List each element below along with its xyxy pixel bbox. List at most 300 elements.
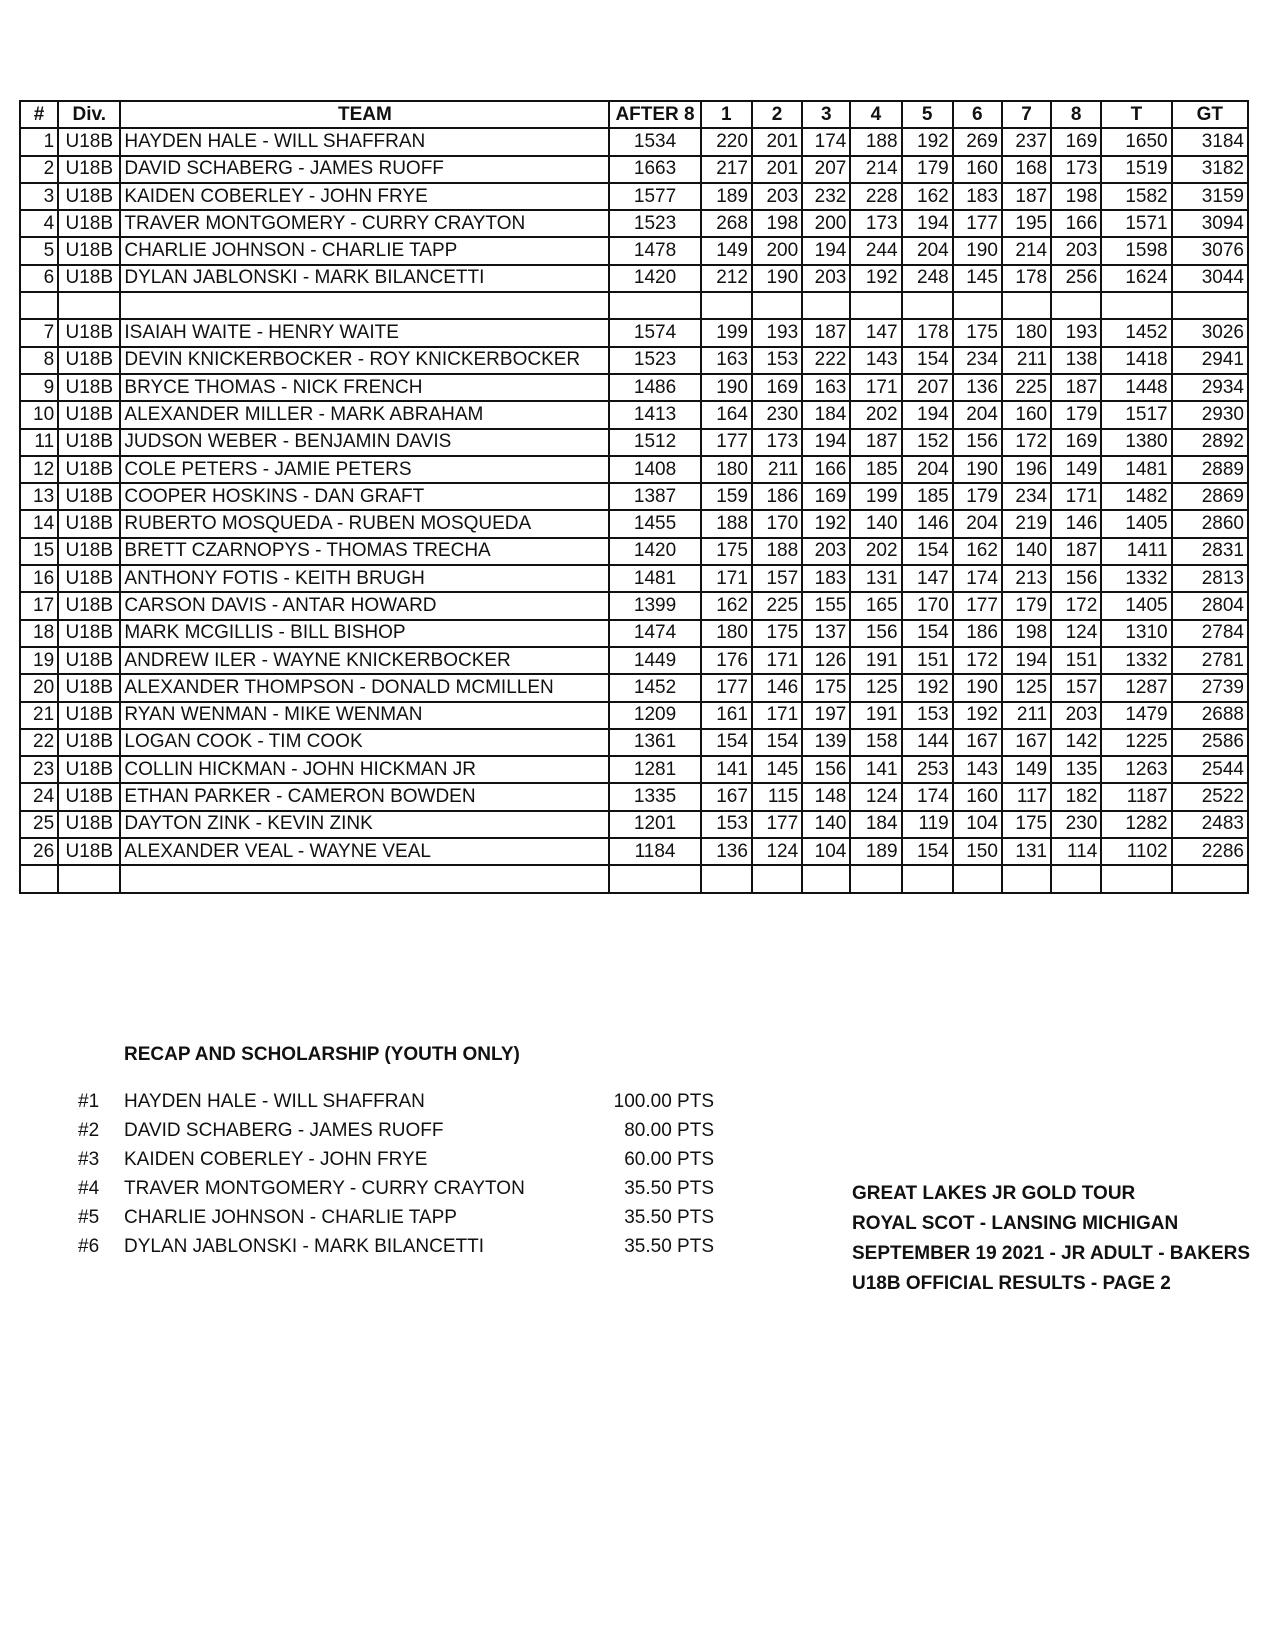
- cell-game8: 146: [1051, 510, 1101, 537]
- cell-div: U18B: [58, 811, 120, 838]
- cell-game2: 146: [752, 674, 802, 701]
- cell-game2: 200: [752, 237, 802, 264]
- cell-game6: 269: [953, 128, 1002, 155]
- cell-game1: 220: [701, 128, 752, 155]
- cell-game1: 175: [701, 538, 752, 565]
- cell-game7: 175: [1002, 811, 1051, 838]
- table-row: [20, 756, 1248, 783]
- table-row: [20, 865, 1248, 892]
- cell-game5: 147: [902, 565, 953, 592]
- cell-game7: 131: [1002, 838, 1051, 865]
- recap-team: KAIDEN COBERLEY - JOHN FRYE: [124, 1149, 428, 1170]
- recap-pts: 80.00 PTS: [624, 1120, 714, 1141]
- cell-grand-total: 2286: [1172, 838, 1248, 865]
- col-header-div: Div.: [58, 101, 120, 128]
- cell-grand-total: 3026: [1172, 319, 1248, 346]
- table-row: [20, 647, 1248, 674]
- cell-game3: 139: [802, 729, 850, 756]
- cell-team: [120, 865, 609, 892]
- cell-game1: 159: [701, 483, 752, 510]
- cell-rank: 13: [20, 483, 58, 510]
- cell-game8: 138: [1051, 347, 1101, 374]
- cell-div: U18B: [58, 647, 120, 674]
- cell-game8: 171: [1051, 483, 1101, 510]
- cell-game7: [1002, 865, 1051, 892]
- cell-rank: [20, 865, 58, 892]
- cell-game1: 177: [701, 429, 752, 456]
- cell-grand-total: 3184: [1172, 128, 1248, 155]
- cell-team: ALEXANDER MILLER - MARK ABRAHAM: [120, 401, 609, 428]
- col-header-game5: 5: [902, 101, 953, 128]
- cell-game1: 171: [701, 565, 752, 592]
- cell-game6: 192: [953, 702, 1002, 729]
- cell-game4: 131: [850, 565, 901, 592]
- cell-game5: 154: [902, 838, 953, 865]
- table-row: [20, 674, 1248, 701]
- cell-div: U18B: [58, 347, 120, 374]
- cell-game4: 173: [850, 210, 901, 237]
- cell-after8: 1523: [609, 347, 700, 374]
- cell-game1: 190: [701, 374, 752, 401]
- cell-game6: 204: [953, 510, 1002, 537]
- cell-after8: 1523: [609, 210, 700, 237]
- table-row: [20, 456, 1248, 483]
- cell-grand-total: 2941: [1172, 347, 1248, 374]
- cell-total: 1310: [1101, 620, 1171, 647]
- cell-game6: 160: [953, 783, 1002, 810]
- cell-div: [58, 292, 120, 319]
- cell-game6: 162: [953, 538, 1002, 565]
- col-header-game8: 8: [1051, 101, 1101, 128]
- cell-rank: 17: [20, 592, 58, 619]
- cell-rank: 9: [20, 374, 58, 401]
- cell-game8: 169: [1051, 128, 1101, 155]
- cell-rank: 24: [20, 783, 58, 810]
- cell-game2: 201: [752, 156, 802, 183]
- cell-game2: 225: [752, 592, 802, 619]
- cell-game1: 199: [701, 319, 752, 346]
- cell-game1: 167: [701, 783, 752, 810]
- recap-item: [78, 1091, 718, 1121]
- cell-after8: 1420: [609, 265, 700, 292]
- cell-grand-total: 2544: [1172, 756, 1248, 783]
- cell-rank: 7: [20, 319, 58, 346]
- cell-game8: 166: [1051, 210, 1101, 237]
- cell-total: 1517: [1101, 401, 1171, 428]
- cell-game4: 214: [850, 156, 901, 183]
- cell-div: U18B: [58, 456, 120, 483]
- cell-after8: 1478: [609, 237, 700, 264]
- cell-game8: [1051, 865, 1101, 892]
- cell-game1: 154: [701, 729, 752, 756]
- cell-game2: 201: [752, 128, 802, 155]
- cell-team: RUBERTO MOSQUEDA - RUBEN MOSQUEDA: [120, 510, 609, 537]
- cell-game2: 169: [752, 374, 802, 401]
- header-row: [20, 101, 1248, 128]
- cell-total: [1101, 865, 1171, 892]
- cell-game4: 191: [850, 702, 901, 729]
- table-row: [20, 128, 1248, 155]
- cell-after8: 1574: [609, 319, 700, 346]
- cell-after8: 1201: [609, 811, 700, 838]
- cell-after8: 1663: [609, 156, 700, 183]
- cell-game4: 202: [850, 538, 901, 565]
- cell-rank: 2: [20, 156, 58, 183]
- cell-rank: 1: [20, 128, 58, 155]
- cell-game5: 179: [902, 156, 953, 183]
- cell-grand-total: 2739: [1172, 674, 1248, 701]
- cell-game5: 178: [902, 319, 953, 346]
- cell-game6: 156: [953, 429, 1002, 456]
- table-row: [20, 729, 1248, 756]
- cell-game1: [701, 865, 752, 892]
- cell-game7: 179: [1002, 592, 1051, 619]
- cell-game2: 153: [752, 347, 802, 374]
- cell-div: U18B: [58, 183, 120, 210]
- cell-game1: 177: [701, 674, 752, 701]
- recap-item: [78, 1120, 718, 1150]
- cell-game4: 125: [850, 674, 901, 701]
- recap-rank: #6: [78, 1236, 100, 1257]
- cell-team: BRYCE THOMAS - NICK FRENCH: [120, 374, 609, 401]
- cell-div: U18B: [58, 156, 120, 183]
- cell-game7: 149: [1002, 756, 1051, 783]
- cell-game7: 214: [1002, 237, 1051, 264]
- cell-game7: 194: [1002, 647, 1051, 674]
- cell-game5: 207: [902, 374, 953, 401]
- cell-game8: 149: [1051, 456, 1101, 483]
- cell-game3: 140: [802, 811, 850, 838]
- cell-game4: 188: [850, 128, 901, 155]
- cell-game1: 176: [701, 647, 752, 674]
- cell-game7: 234: [1002, 483, 1051, 510]
- cell-total: 1405: [1101, 592, 1171, 619]
- cell-after8: 1408: [609, 456, 700, 483]
- cell-team: ANDREW ILER - WAYNE KNICKERBOCKER: [120, 647, 609, 674]
- cell-game1: 180: [701, 456, 752, 483]
- cell-after8: 1577: [609, 183, 700, 210]
- cell-game3: 174: [802, 128, 850, 155]
- cell-total: 1332: [1101, 565, 1171, 592]
- cell-after8: 1452: [609, 674, 700, 701]
- cell-game4: [850, 865, 901, 892]
- cell-team: JUDSON WEBER - BENJAMIN DAVIS: [120, 429, 609, 456]
- event-venue: ROYAL SCOT - LANSING MICHIGAN: [852, 1213, 1179, 1234]
- table-row: [20, 401, 1248, 428]
- cell-game1: 163: [701, 347, 752, 374]
- cell-game4: 184: [850, 811, 901, 838]
- cell-game2: 173: [752, 429, 802, 456]
- cell-game1: [701, 292, 752, 319]
- cell-game8: 203: [1051, 237, 1101, 264]
- cell-after8: 1512: [609, 429, 700, 456]
- table-row: [20, 838, 1248, 865]
- cell-game2: 177: [752, 811, 802, 838]
- cell-game5: 174: [902, 783, 953, 810]
- cell-game2: 170: [752, 510, 802, 537]
- cell-game7: 211: [1002, 347, 1051, 374]
- cell-game5: 162: [902, 183, 953, 210]
- cell-rank: 19: [20, 647, 58, 674]
- cell-rank: 16: [20, 565, 58, 592]
- cell-game4: 191: [850, 647, 901, 674]
- cell-game3: 155: [802, 592, 850, 619]
- cell-rank: [20, 292, 58, 319]
- cell-game7: 196: [1002, 456, 1051, 483]
- cell-game7: 225: [1002, 374, 1051, 401]
- cell-grand-total: 3094: [1172, 210, 1248, 237]
- cell-total: 1405: [1101, 510, 1171, 537]
- recap-item: [78, 1149, 718, 1179]
- cell-after8: 1534: [609, 128, 700, 155]
- cell-rank: 26: [20, 838, 58, 865]
- cell-after8: 1281: [609, 756, 700, 783]
- cell-game2: 175: [752, 620, 802, 647]
- cell-game8: 187: [1051, 374, 1101, 401]
- cell-game3: 104: [802, 838, 850, 865]
- cell-game3: 169: [802, 483, 850, 510]
- cell-total: 1448: [1101, 374, 1171, 401]
- cell-game5: 253: [902, 756, 953, 783]
- cell-grand-total: 2831: [1172, 538, 1248, 565]
- cell-game6: 143: [953, 756, 1002, 783]
- cell-team: [120, 292, 609, 319]
- cell-team: DYLAN JABLONSKI - MARK BILANCETTI: [120, 265, 609, 292]
- cell-grand-total: 2688: [1172, 702, 1248, 729]
- cell-game6: 145: [953, 265, 1002, 292]
- cell-game8: 203: [1051, 702, 1101, 729]
- recap-team: TRAVER MONTGOMERY - CURRY CRAYTON: [124, 1178, 525, 1199]
- table-row: [20, 702, 1248, 729]
- recap-rank: #5: [78, 1207, 100, 1228]
- cell-game5: 153: [902, 702, 953, 729]
- cell-div: U18B: [58, 620, 120, 647]
- cell-team: COLLIN HICKMAN - JOHN HICKMAN JR: [120, 756, 609, 783]
- cell-game7: 213: [1002, 565, 1051, 592]
- cell-game5: 248: [902, 265, 953, 292]
- cell-game4: 189: [850, 838, 901, 865]
- cell-game8: 198: [1051, 183, 1101, 210]
- cell-game7: 195: [1002, 210, 1051, 237]
- cell-rank: 23: [20, 756, 58, 783]
- cell-game6: [953, 292, 1002, 319]
- cell-rank: 22: [20, 729, 58, 756]
- cell-game8: 157: [1051, 674, 1101, 701]
- cell-game1: 189: [701, 183, 752, 210]
- table-row: [20, 374, 1248, 401]
- table-row: [20, 347, 1248, 374]
- cell-rank: 4: [20, 210, 58, 237]
- cell-rank: 3: [20, 183, 58, 210]
- cell-game4: 199: [850, 483, 901, 510]
- cell-game3: 207: [802, 156, 850, 183]
- table-row: [20, 292, 1248, 319]
- cell-total: 1287: [1101, 674, 1171, 701]
- cell-grand-total: 2860: [1172, 510, 1248, 537]
- cell-team: ALEXANDER VEAL - WAYNE VEAL: [120, 838, 609, 865]
- col-header-team: TEAM: [120, 101, 609, 128]
- cell-div: [58, 865, 120, 892]
- cell-rank: 18: [20, 620, 58, 647]
- cell-game7: 168: [1002, 156, 1051, 183]
- table-row: [20, 538, 1248, 565]
- event-date: SEPTEMBER 19 2021 - JR ADULT - BAKERS: [852, 1243, 1251, 1264]
- cell-rank: 5: [20, 237, 58, 264]
- cell-total: 1650: [1101, 128, 1171, 155]
- cell-game7: 160: [1002, 401, 1051, 428]
- cell-game3: 194: [802, 237, 850, 264]
- cell-team: ANTHONY FOTIS - KEITH BRUGH: [120, 565, 609, 592]
- cell-game6: 190: [953, 674, 1002, 701]
- cell-grand-total: 2483: [1172, 811, 1248, 838]
- cell-total: 1225: [1101, 729, 1171, 756]
- cell-game8: 179: [1051, 401, 1101, 428]
- col-header-game4: 4: [850, 101, 901, 128]
- cell-team: ETHAN PARKER - CAMERON BOWDEN: [120, 783, 609, 810]
- cell-grand-total: 2892: [1172, 429, 1248, 456]
- cell-div: U18B: [58, 510, 120, 537]
- cell-game3: 148: [802, 783, 850, 810]
- cell-div: U18B: [58, 237, 120, 264]
- cell-team: BRETT CZARNOPYS - THOMAS TRECHA: [120, 538, 609, 565]
- recap-item: [78, 1207, 718, 1237]
- cell-game4: 141: [850, 756, 901, 783]
- cell-game1: 268: [701, 210, 752, 237]
- cell-total: 1519: [1101, 156, 1171, 183]
- recap-rank: #2: [78, 1120, 100, 1141]
- cell-team: RYAN WENMAN - MIKE WENMAN: [120, 702, 609, 729]
- col-header-game2: 2: [752, 101, 802, 128]
- cell-game4: 171: [850, 374, 901, 401]
- table-row: [20, 156, 1248, 183]
- cell-game3: 137: [802, 620, 850, 647]
- cell-game3: 166: [802, 456, 850, 483]
- cell-total: 1187: [1101, 783, 1171, 810]
- cell-rank: 6: [20, 265, 58, 292]
- cell-grand-total: 2889: [1172, 456, 1248, 483]
- results-table: [19, 100, 1249, 894]
- cell-game8: 230: [1051, 811, 1101, 838]
- cell-game3: 194: [802, 429, 850, 456]
- recap-pts: 35.50 PTS: [624, 1236, 714, 1257]
- cell-game8: 142: [1051, 729, 1101, 756]
- results-body: [20, 128, 1248, 892]
- cell-team: MARK MCGILLIS - BILL BISHOP: [120, 620, 609, 647]
- cell-grand-total: 2522: [1172, 783, 1248, 810]
- cell-div: U18B: [58, 265, 120, 292]
- cell-game2: [752, 865, 802, 892]
- cell-game8: 173: [1051, 156, 1101, 183]
- cell-game1: 153: [701, 811, 752, 838]
- table-row: [20, 811, 1248, 838]
- cell-div: U18B: [58, 674, 120, 701]
- cell-game3: 222: [802, 347, 850, 374]
- cell-game1: 149: [701, 237, 752, 264]
- cell-game3: [802, 292, 850, 319]
- cell-after8: 1474: [609, 620, 700, 647]
- cell-rank: 12: [20, 456, 58, 483]
- cell-game3: 203: [802, 538, 850, 565]
- event-results-page: U18B OFFICIAL RESULTS - PAGE 2: [852, 1273, 1171, 1294]
- cell-total: 1102: [1101, 838, 1171, 865]
- cell-grand-total: 2784: [1172, 620, 1248, 647]
- cell-after8: 1449: [609, 647, 700, 674]
- cell-game8: 114: [1051, 838, 1101, 865]
- cell-game4: 143: [850, 347, 901, 374]
- cell-div: U18B: [58, 702, 120, 729]
- cell-game8: 172: [1051, 592, 1101, 619]
- table-row: [20, 783, 1248, 810]
- cell-game2: 171: [752, 647, 802, 674]
- cell-grand-total: 2813: [1172, 565, 1248, 592]
- cell-game6: 136: [953, 374, 1002, 401]
- cell-game4: 228: [850, 183, 901, 210]
- cell-game3: 187: [802, 319, 850, 346]
- cell-team: HAYDEN HALE - WILL SHAFFRAN: [120, 128, 609, 155]
- cell-game3: 197: [802, 702, 850, 729]
- cell-rank: 25: [20, 811, 58, 838]
- cell-game3: 184: [802, 401, 850, 428]
- cell-after8: [609, 865, 700, 892]
- cell-div: U18B: [58, 538, 120, 565]
- cell-grand-total: 2586: [1172, 729, 1248, 756]
- table-row: [20, 592, 1248, 619]
- cell-game8: 156: [1051, 565, 1101, 592]
- cell-team: DAYTON ZINK - KEVIN ZINK: [120, 811, 609, 838]
- cell-game6: 190: [953, 237, 1002, 264]
- cell-game5: 154: [902, 620, 953, 647]
- cell-game1: 180: [701, 620, 752, 647]
- cell-game7: 140: [1002, 538, 1051, 565]
- cell-game5: 152: [902, 429, 953, 456]
- cell-game6: 234: [953, 347, 1002, 374]
- cell-game3: [802, 865, 850, 892]
- cell-game2: 154: [752, 729, 802, 756]
- cell-game3: 183: [802, 565, 850, 592]
- cell-game1: 164: [701, 401, 752, 428]
- cell-game3: 192: [802, 510, 850, 537]
- cell-game8: 256: [1051, 265, 1101, 292]
- table-row: [20, 620, 1248, 647]
- cell-game8: 169: [1051, 429, 1101, 456]
- cell-div: U18B: [58, 729, 120, 756]
- cell-game3: 232: [802, 183, 850, 210]
- col-header-game1: 1: [701, 101, 752, 128]
- cell-div: U18B: [58, 429, 120, 456]
- cell-after8: 1361: [609, 729, 700, 756]
- cell-game7: 178: [1002, 265, 1051, 292]
- cell-team: LOGAN COOK - TIM COOK: [120, 729, 609, 756]
- cell-total: 1418: [1101, 347, 1171, 374]
- cell-game5: 170: [902, 592, 953, 619]
- cell-team: KAIDEN COBERLEY - JOHN FRYE: [120, 183, 609, 210]
- cell-game2: 188: [752, 538, 802, 565]
- cell-after8: 1413: [609, 401, 700, 428]
- cell-game7: 237: [1002, 128, 1051, 155]
- table-row: [20, 565, 1248, 592]
- cell-game4: 187: [850, 429, 901, 456]
- cell-game5: 154: [902, 538, 953, 565]
- cell-div: U18B: [58, 756, 120, 783]
- cell-game6: 190: [953, 456, 1002, 483]
- cell-game5: 194: [902, 210, 953, 237]
- cell-game5: [902, 292, 953, 319]
- event-tour: GREAT LAKES JR GOLD TOUR: [852, 1183, 1136, 1204]
- cell-div: U18B: [58, 128, 120, 155]
- recap-pts: 60.00 PTS: [624, 1149, 714, 1170]
- cell-game5: 146: [902, 510, 953, 537]
- cell-grand-total: [1172, 292, 1248, 319]
